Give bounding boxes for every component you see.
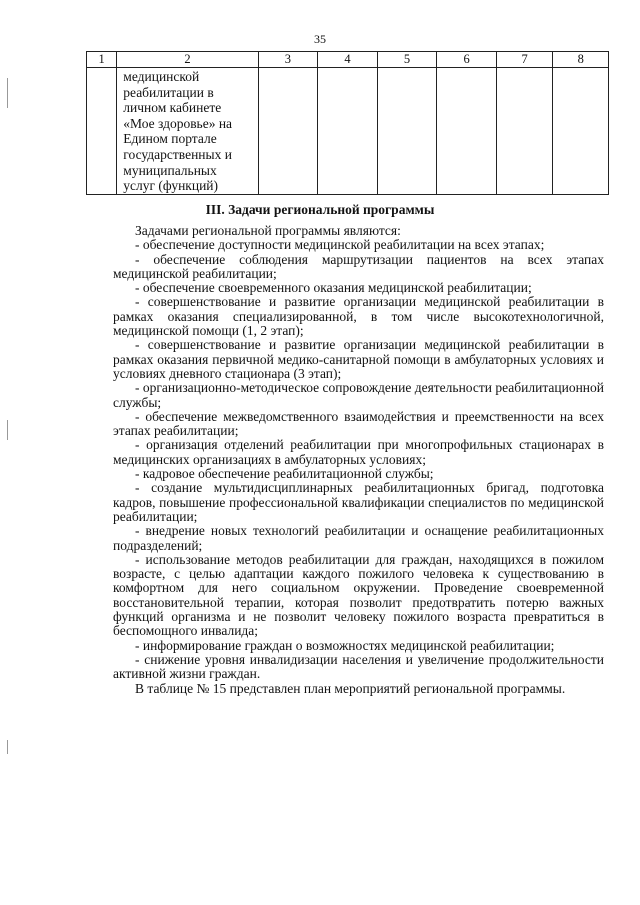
task-item: - совершенствование и развитие организации медицинской реабилитации в рамках оказания первичной медико-санитарной помощи в амбулаторных условиях и условиях дневного стационара (3 этап); bbox=[113, 337, 604, 381]
section-closing: В таблице № 15 представлен план мероприятий региональной программы. bbox=[135, 680, 566, 696]
left-margin-mark bbox=[7, 740, 8, 754]
table-header-cell: 8 bbox=[553, 52, 609, 68]
left-margin-mark bbox=[7, 78, 8, 108]
task-item: - организация отделений реабилитации при многопрофильных стационарах в медицинских организациях в амбулаторных условиях; bbox=[113, 437, 604, 467]
task-item: - кадровое обеспечение реабилитационной службы; bbox=[135, 466, 434, 482]
left-margin-mark bbox=[7, 420, 8, 440]
page-number: 35 bbox=[314, 32, 326, 46]
table-header-cell: 5 bbox=[377, 52, 437, 68]
task-item: - информирование граждан о возможностях медицинской реабилитации; bbox=[135, 637, 555, 653]
table-cell bbox=[377, 68, 437, 195]
task-item: - обеспечение доступности медицинской реабилитации на всех этапах; bbox=[135, 237, 545, 253]
section-title: III. Задачи региональной программы bbox=[205, 202, 435, 217]
table-header-row bbox=[87, 52, 609, 68]
task-item: - совершенствование и развитие организации медицинской реабилитации в рамках оказания специализированной, в том числе высокотехнологичной, медицинской помощи (1, 2 этап); bbox=[113, 294, 604, 339]
table-header-cell: 3 bbox=[258, 52, 318, 68]
table-cell bbox=[437, 68, 497, 195]
table-cell bbox=[258, 68, 318, 195]
table-cell bbox=[553, 68, 609, 195]
task-item: - организационно-методическое сопровождение деятельности реабилитационной службы; bbox=[113, 380, 604, 410]
table-row bbox=[87, 68, 609, 195]
task-item: - внедрение новых технологий реабилитации и оснащение реабилитационных подразделений; bbox=[113, 523, 604, 553]
table-cell-activity: медицинской реабилитации в личном кабинете «Мое здоровье» на Едином портале государственных и муниципальных услуг (функций) bbox=[117, 68, 258, 195]
task-item: - создание мультидисциплинарных реабилитационных бригад, подготовка кадров, повышение профессиональной квалификации специалистов по медицинской реабилитации; bbox=[113, 480, 604, 524]
task-item: - обеспечение своевременного оказания медицинской реабилитации; bbox=[135, 280, 532, 296]
continuation-table bbox=[86, 51, 609, 195]
table-header-cell: 1 bbox=[87, 52, 117, 68]
section-intro: Задачами региональной программы являются: bbox=[135, 223, 401, 238]
task-item: - использование методов реабилитации для граждан, находящихся в пожилом возрасте, с целью адаптации каждого пожилого человека к существованию в комфортном для него социальном окружении. Проведение своевременной восстановительной терапии, которая позволит предотвратить потерю важных функций организма и не позволит человеку пожилого возраста превратиться в беспомощного инвалида; bbox=[113, 551, 604, 639]
task-item: - обеспечение межведомственного взаимодействия и преемственности на всех этапах реабилитации; bbox=[113, 408, 604, 439]
section-body bbox=[113, 221, 604, 696]
task-item: - снижение уровня инвалидизации населения и увеличение продолжительности активной жизни граждан. bbox=[113, 651, 604, 682]
table-cell bbox=[318, 68, 378, 195]
table-header-cell: 7 bbox=[496, 52, 553, 68]
table-header-cell: 6 bbox=[437, 52, 497, 68]
task-item: - обеспечение соблюдения маршрутизации пациентов на всех этапах медицинской реабилитации; bbox=[113, 251, 604, 281]
table-header-cell: 4 bbox=[318, 52, 378, 68]
table-cell bbox=[87, 68, 117, 195]
table-header-cell: 2 bbox=[117, 52, 258, 68]
table-cell bbox=[496, 68, 553, 195]
